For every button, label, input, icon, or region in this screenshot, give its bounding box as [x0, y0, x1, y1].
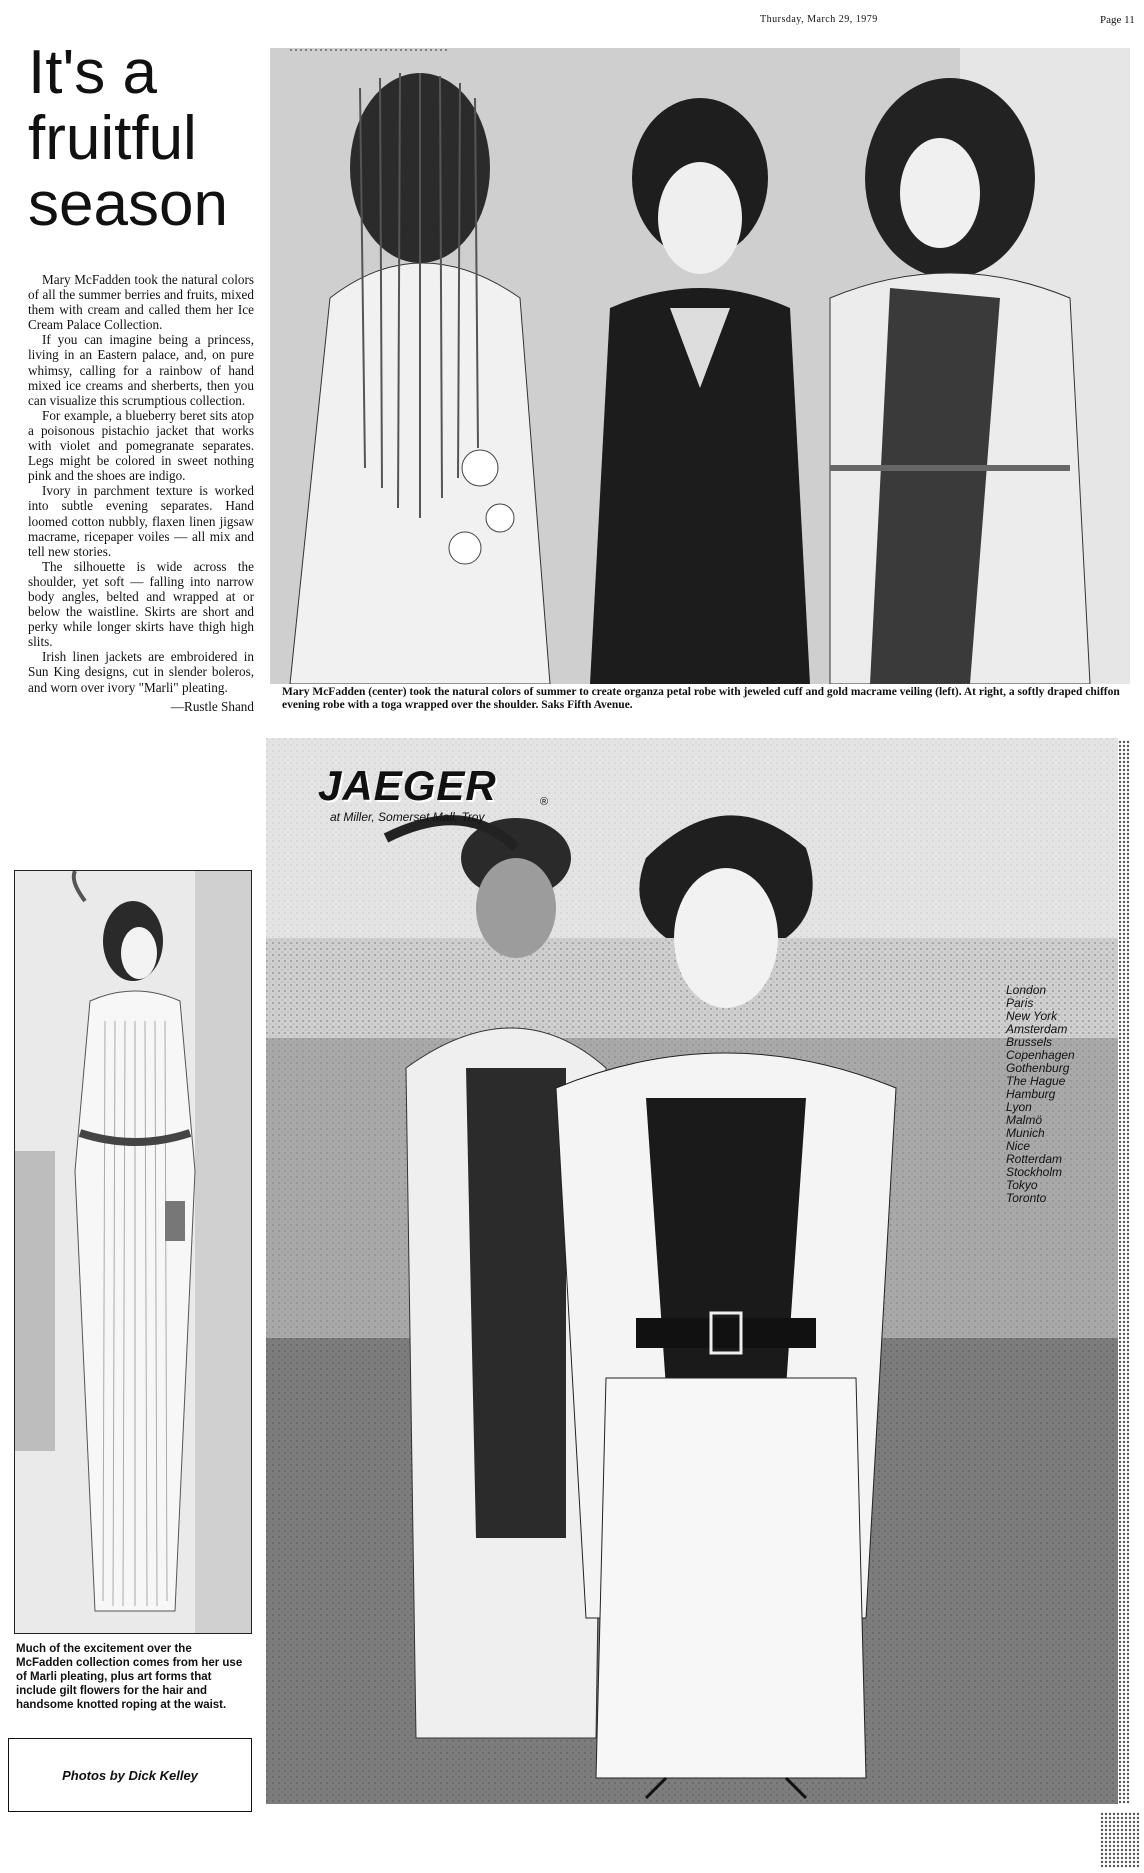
city-item: Toronto [1006, 1191, 1047, 1205]
city-item: Stockholm [1006, 1165, 1063, 1179]
city-item: Amsterdam [1006, 1022, 1068, 1036]
photo-pleated-gown [14, 870, 252, 1634]
city-item: Lyon [1006, 1100, 1032, 1114]
city-item: Brussels [1006, 1035, 1053, 1049]
article-paragraph: Mary McFadden took the natural colors of all the summer berries and fruits, mixed them with cream and called them her Ice Cream Palace Collection. [28, 272, 254, 333]
page-number: Page 11 [1100, 14, 1135, 26]
city-item: Tokyo [1006, 1178, 1038, 1192]
article-paragraph: Irish linen jackets are embroidered in Sun King designs, cut in slender boleros, and worn over ivory "Marli" pleating. [28, 649, 254, 695]
city-item: Paris [1006, 996, 1034, 1010]
ad-store-location: at Miller, Somerset Mall, Troy [330, 810, 485, 824]
city-item: New York [1006, 1009, 1058, 1023]
article-body [28, 272, 254, 714]
city-item: Copenhagen [1006, 1048, 1075, 1062]
city-item: Hamburg [1006, 1087, 1056, 1101]
article-paragraph: If you can imagine being a princess, living in an Eastern palace, and, on pure whimsy, calling for a rainbow of hand mixed ice creams and sherberts, then you can visualize this scrumptious collection. [28, 332, 254, 408]
city-item: London [1006, 983, 1047, 997]
photo-three-models [270, 48, 1130, 684]
headline [28, 40, 268, 238]
headline-line-3: season [28, 170, 228, 239]
jaeger-logo: JAEGER [318, 762, 497, 809]
caption-left-photo: Much of the excitement over the McFadden collection comes from her use of Marli pleating, plus art forms that include gilt flowers for the hair and handsome knotted roping at the waist. [16, 1643, 243, 1711]
city-item: Gothenburg [1006, 1061, 1070, 1075]
jaeger-advertisement [266, 738, 1118, 1804]
city-item: Nice [1006, 1139, 1031, 1153]
city-item: Rotterdam [1006, 1152, 1063, 1166]
article-paragraph: Ivory in parchment texture is worked into subtle evening separates. Hand loomed cotton nubbly, flaxen linen jigsaw macrame, ricepaper voiles — all mix and tell new stories. [28, 483, 254, 559]
city-item: The Hague [1006, 1074, 1066, 1088]
issue-date: Thursday, March 29, 1979 [760, 14, 878, 25]
corner-halftone [1100, 1812, 1140, 1868]
ad-city-list [1006, 984, 1116, 1205]
caption-top-photo: Mary McFadden (center) took the natural colors of summer to create organza petal robe with jeweled cuff and gold macrame veiling (left). At right, a softly draped chiffon evening robe with a toga wrapped over the shoulder. Saks Fifth Avenue. [282, 686, 1120, 711]
headline-line-2: fruitful [28, 104, 197, 173]
photo-credit-box [8, 1738, 252, 1812]
edge-halftone-strip [1118, 740, 1130, 1804]
article-paragraph: The silhouette is wide across the shoulder, yet soft — falling into narrow body angles, belted and wrapped at or below the waistline. Skirts are short and perky while longer skirts have thigh high slits. [28, 558, 254, 650]
city-item: Malmö [1006, 1113, 1043, 1127]
photo-credit: Photos by Dick Kelley [62, 1767, 198, 1783]
article-paragraph: For example, a blueberry beret sits atop a poisonous pistachio jacket that works with violet and pomegranate separates. Legs might be colored in sweet nothing pink and the shoes are indigo. [28, 407, 254, 484]
byline: —Rustle Shand [170, 698, 254, 714]
headline-line-1: It's a [28, 38, 157, 107]
city-item: Munich [1006, 1126, 1045, 1140]
registered-mark: ® [540, 796, 549, 808]
